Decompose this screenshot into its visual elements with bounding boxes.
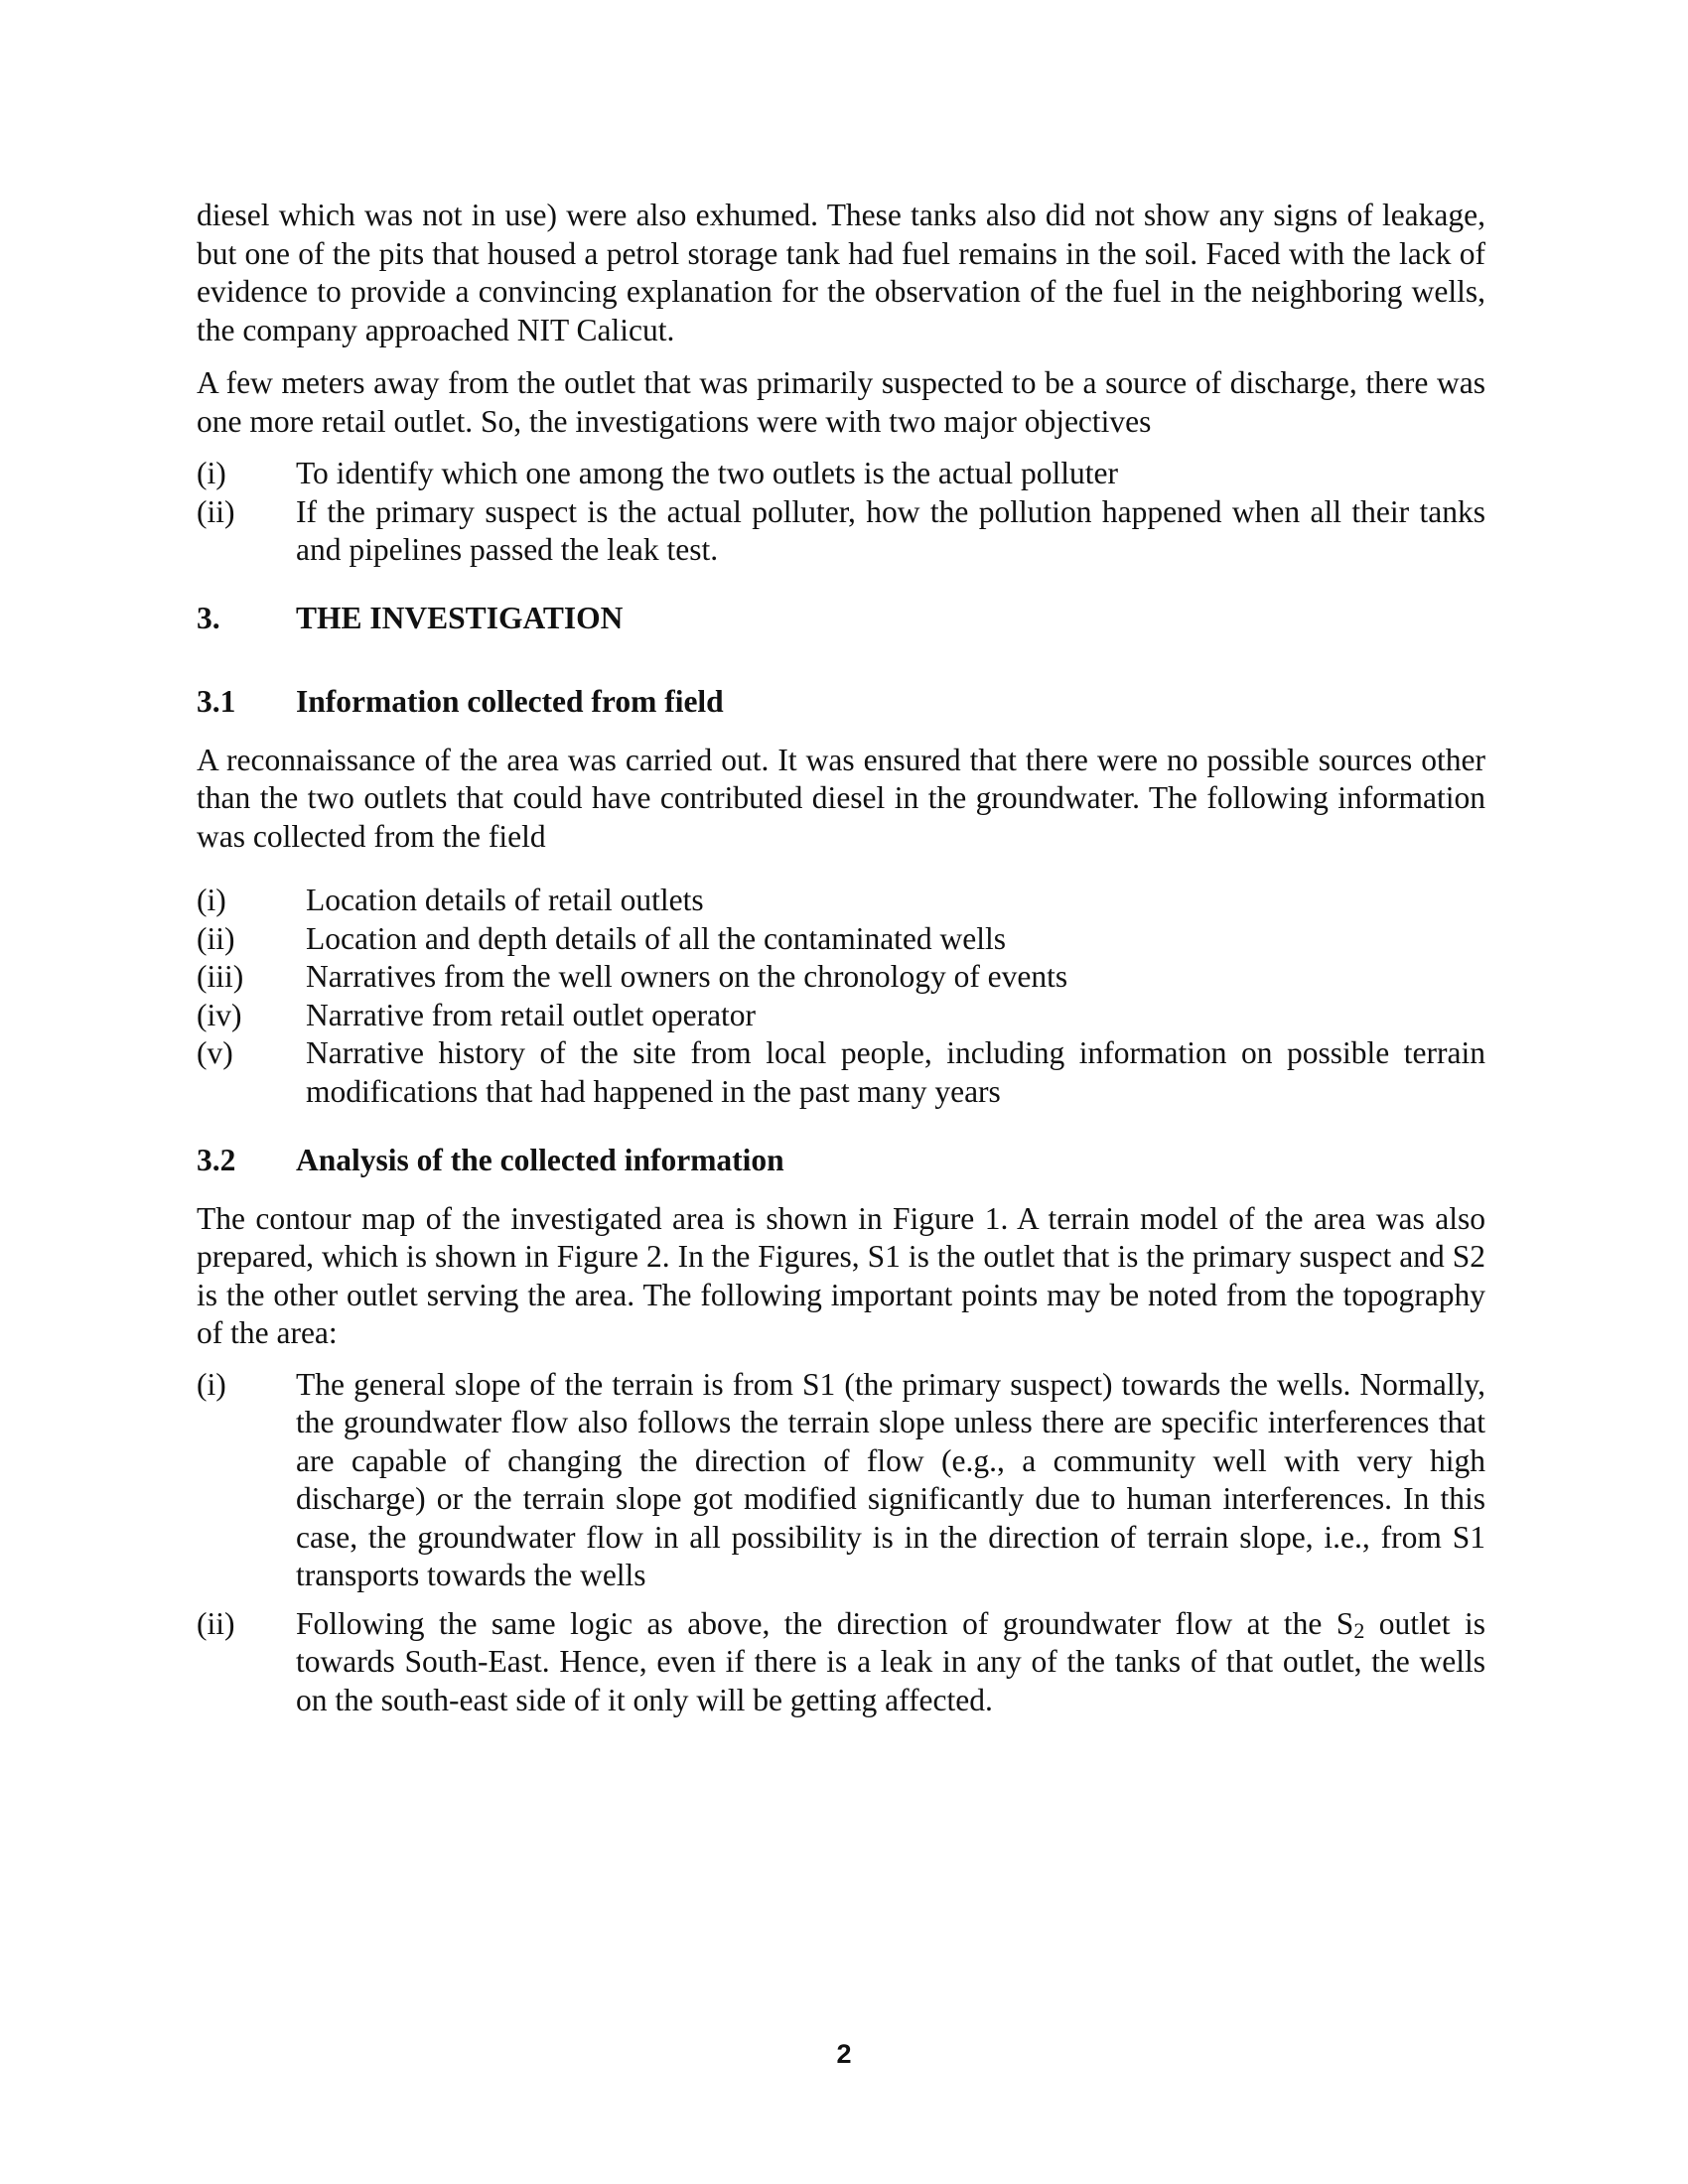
list-item-number: (i) [197,456,226,490]
list-item-text: To identify which one among the two outlets is the actual polluter [296,456,1118,490]
list-item [197,455,1485,493]
topography-points-list [197,1366,1485,1720]
list-item [197,1034,1485,1111]
list-item-text: Location and depth details of all the contaminated wells [306,920,1007,956]
paragraph-reconnaissance: A reconnaissance of the area was carried out. It was ensured that there were no possible sources other than the two outlets that could have contributed diesel in the groundwater. The following information was collected from the field [197,742,1485,854]
paragraph-exhumed-tanks: diesel which was not in use) were also exhumed. These tanks also did not show any signs of leakage, but one of the pits that housed a petrol storage tank had fuel remains in the soil. Faced with the lack of evidence to provide a convincing explanation for the observation of the fuel in the neighboring wells, the company approached NIT Calicut. [197,198,1485,347]
list-item [197,882,1485,920]
list-item-number: (ii) [197,493,235,529]
list-item [197,997,1485,1035]
document-page [197,197,1485,1719]
paragraph-two-outlets: A few meters away from the outlet that was primarily suspected to be a source of discharge, there was one more retail outlet. So, the investigations were with two major objectives [197,365,1485,439]
list-item-number: (i) [197,1366,226,1402]
list-item-text: Narratives from the well owners on the chronology of events [306,959,1068,994]
section-title: Analysis of the collected information [296,1143,784,1177]
list-item [197,920,1485,959]
list-item-text: Narrative history of the site from local people, including information on possible terrain modifications that had happened in the past many years [306,1035,1485,1109]
list-item-text: If the primary suspect is the actual polluter, how the pollution happened when all their tanks and pipelines passed the leak test. [296,493,1485,567]
section-title: Information collected from field [296,684,724,719]
section-title: THE INVESTIGATION [296,600,624,635]
field-info-list [197,882,1485,1111]
subsection-heading-analysis [197,1142,1485,1180]
section-heading-investigation [197,600,1485,638]
list-item-number: (v) [197,1035,233,1070]
section-number: 3. [197,600,220,635]
list-item-number: (ii) [197,920,235,956]
list-item [197,1605,1485,1720]
objectives-list [197,455,1485,570]
subscript: 2 [1353,1617,1365,1643]
list-item-number: (iii) [197,959,244,994]
subsection-heading-field-info [197,683,1485,722]
list-item-text: Following the same logic as above, the direction of groundwater flow at the $S_2$ outlet is towards South-East. Hence, even if there is a leak in any of the tanks of that outlet, the wells on the south-east side of it only will be getting affected. [296,1605,1486,1717]
section-number: 3.2 [197,1143,236,1177]
list-item [197,493,1485,570]
list-item-text: The general slope of the terrain is from S1 (the primary suspect) towards the wells. Normally, the groundwater flow also follows the terrain slope unless there are specific interferences that are capable of changing the direction of flow (e.g., a community well with very high discharge) or the terrain slope got modified significantly due to human interferences. In this case, the groundwater flow in all possibility is in the direction of terrain slope, i.e., from S1 transports towards the wells [296,1366,1485,1592]
list-item-text: Narrative from retail outlet operator [306,997,757,1032]
list-item-number: (iv) [197,997,242,1032]
list-item-number: (i) [197,883,226,917]
list-item [197,1366,1485,1595]
page-number: 2 [836,2039,852,2069]
section-number: 3.1 [197,684,236,719]
paragraph-contour-map: The contour map of the investigated area is shown in Figure 1. A terrain model of the area was also prepared, which is shown in Figure 2. In the Figures, S1 is the outlet that is the primary suspect and S2 is the other outlet serving the area. The following important points may be noted from the topography of the area: [197,1200,1485,1350]
list-item-text: Location details of retail outlets [306,883,704,917]
list-item [197,958,1485,997]
list-item-number: (ii) [197,1605,235,1641]
